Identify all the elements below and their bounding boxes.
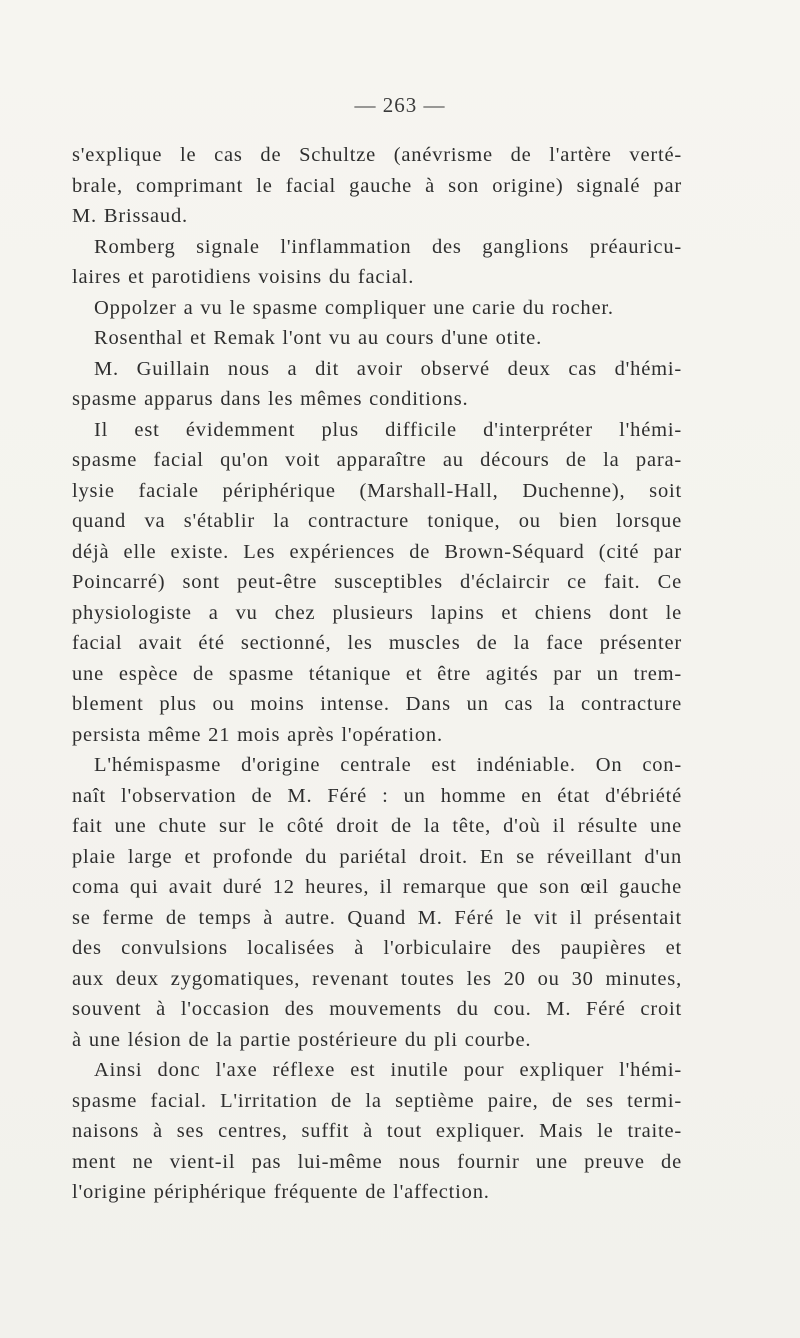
text-line: lysie faciale périphérique (Marshall-Hall, Duchenne), soit (72, 479, 682, 502)
text-line: plaie large et profonde du pariétal droit. En se réveillant d'un (72, 845, 682, 868)
text-line: se ferme de temps à autre. Quand M. Féré le vit il présentait (72, 906, 682, 929)
text-line: physiologiste a vu chez plusieurs lapins et chiens dont le (72, 601, 682, 624)
text-line: ment ne vient-il pas lui-même nous fournir une preuve de (72, 1150, 682, 1173)
text-line: brale, comprimant le facial gauche à son origine) signalé par (72, 174, 682, 197)
text-line: L'hémispasme d'origine centrale est indéniable. On con- (94, 754, 682, 776)
text-line: blement plus ou moins intense. Dans un cas la contracture (72, 693, 682, 715)
text-line: Poincarré) sont peut-être susceptibles d'éclaircir ce fait. Ce (72, 571, 682, 593)
text-line: une espèce de spasme tétanique et être agités par un trem- (72, 662, 682, 685)
page-number: — 263 — (354, 93, 446, 117)
text-line: persista même 21 mois après l'opération. (72, 723, 443, 746)
text-line: à une lésion de la partie postérieure du pli courbe. (72, 1028, 532, 1051)
text-line: naisons à ses centres, suffit à tout expliquer. Mais le traite- (72, 1120, 682, 1142)
text-line: Rosenthal et Remak l'ont vu au cours d'une otite. (94, 327, 542, 349)
text-line: des convulsions localisées à l'orbiculaire des paupières et (72, 937, 682, 959)
text-line: aux deux zygomatiques, revenant toutes les 20 ou 30 minutes, (72, 967, 682, 990)
body-text (72, 140, 682, 1208)
text-line: spasme apparus dans les mêmes conditions. (72, 388, 469, 410)
text-line: Ainsi donc l'axe réflexe est inutile pour expliquer l'hémi- (94, 1059, 682, 1081)
text-line: M. Brissaud. (72, 205, 188, 227)
text-line: Oppolzer a vu le spasme compliquer une carie du rocher. (94, 296, 614, 319)
text-line: Romberg signale l'inflammation des ganglions préauricu- (94, 235, 682, 258)
text-line: laires et parotidiens voisins du facial. (72, 266, 415, 288)
text-line: coma qui avait duré 12 heures, il remarque que son œil gauche (72, 876, 682, 898)
text-line: spasme facial. L'irritation de la septième paire, de ses termi- (72, 1089, 682, 1112)
text-line: naît l'observation de M. Féré : un homme en état d'ébriété (72, 784, 682, 807)
text-line: fait une chute sur le côté droit de la tête, d'où il résulte une (72, 815, 682, 837)
text-line: facial avait été sectionné, les muscles de la face présenter (72, 632, 682, 654)
text-line: spasme facial qu'on voit apparaître au décours de la para- (72, 449, 682, 471)
text-line: s'explique le cas de Schultze (anévrisme de l'artère verté- (72, 144, 682, 166)
text-line: quand va s'établir la contracture tonique, ou bien lorsque (72, 510, 682, 532)
text-line: déjà elle existe. Les expériences de Brown-Séquard (cité par (72, 540, 682, 563)
text-line: M. Guillain nous a dit avoir observé deux cas d'hémi- (94, 357, 682, 380)
text-line: Il est évidemment plus difficile d'interpréter l'hémi- (94, 418, 682, 441)
text-line: souvent à l'occasion des mouvements du cou. M. Féré croit (72, 998, 682, 1020)
text-line: l'origine périphérique fréquente de l'affection. (72, 1181, 490, 1203)
